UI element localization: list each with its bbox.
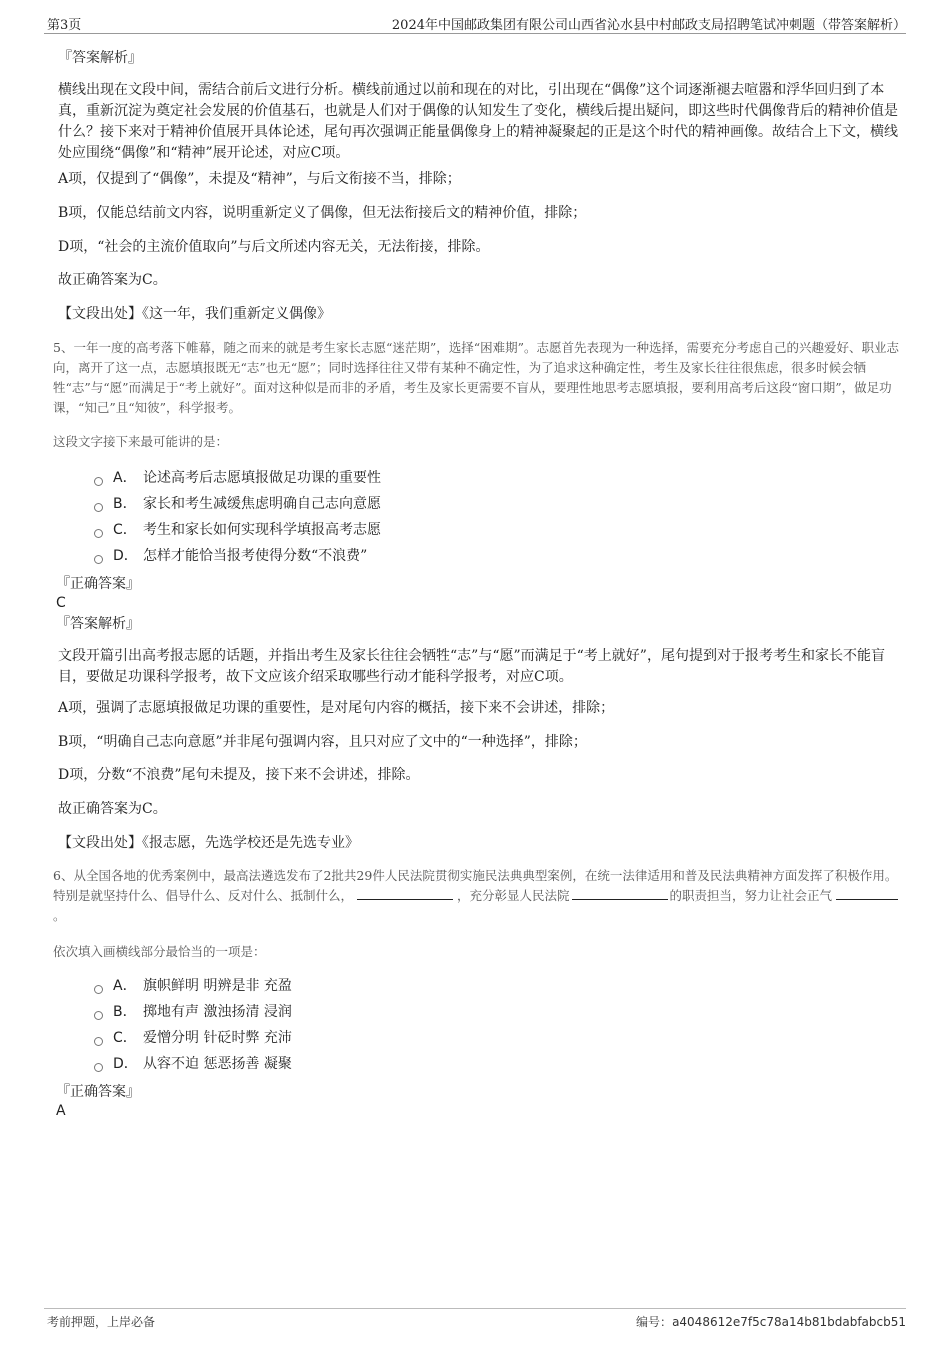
option-a[interactable] — [94, 468, 381, 488]
radio-icon[interactable] — [94, 1011, 103, 1020]
answer-value: A — [56, 1103, 66, 1119]
option-text: 掷地有声 激浊扬清 浸润 — [143, 1004, 292, 1020]
option-text: 考生和家长如何实现科学填报高考志愿 — [143, 522, 381, 538]
footer-slogan: 考前押题，上岸必备 — [47, 1315, 156, 1329]
option-text: 论述高考后志愿填报做足功课的重要性 — [143, 470, 381, 486]
code-label: 编号： — [636, 1315, 673, 1329]
analysis-point-b: B项，“明确自己志向意愿”并非尾句强调内容，且只对应了文中的“一种选择”，排除； — [58, 734, 587, 750]
answer-label: 『正确答案』 — [56, 1084, 140, 1100]
radio-icon[interactable] — [94, 555, 103, 564]
footer-divider — [44, 1308, 906, 1309]
fill-blank-2 — [572, 887, 668, 900]
option-letter: A． — [113, 470, 137, 486]
option-letter: C． — [113, 522, 137, 538]
radio-icon[interactable] — [94, 985, 103, 994]
document-code — [636, 1313, 906, 1330]
analysis-point-b: B项，仅能总结前文内容，说明重新定义了偶像，但无法衔接后文的精神价值，排除； — [58, 205, 587, 221]
document-title: 2024年中国邮政集团有限公司山西省沁水县中村邮政支局招聘笔试冲刺题（带答案解析） — [391, 18, 906, 33]
option-a[interactable] — [94, 976, 292, 996]
option-d[interactable] — [94, 1054, 292, 1074]
option-text: 爱憎分明 针砭时弊 充沛 — [143, 1030, 292, 1046]
analysis-text: 文段开篇引出高考报志愿的话题，并指出考生及家长往往会牺牲“志”与“愿”而满足于“考上就好”，尾句提到对于报考考生和家长不能盲目，要做足功课科学报考，故下文应该介绍采取哪些行动才能科学报考，对应C项。 — [58, 648, 885, 685]
analysis-label: 『答案解析』 — [56, 616, 140, 632]
analysis-conclusion: 故正确答案为C。 — [58, 801, 167, 817]
question-prompt: 依次填入画横线部分最恰当的一项是： — [53, 944, 266, 959]
analysis-point-a: A项，强调了志愿填报做足功课的重要性，是对尾句内容的概括，接下来不会讲述，排除； — [58, 700, 615, 716]
option-text: 旗帜鲜明 明辨是非 充盈 — [143, 978, 292, 994]
option-letter: B． — [113, 1004, 137, 1020]
analysis-point-d: D项，分数“不浪费”尾句未提及，接下来不会讲述，排除。 — [58, 767, 420, 783]
analysis-conclusion: 故正确答案为C。 — [58, 272, 167, 288]
stem-text: 的职责担当，努力让社会正气 — [669, 888, 833, 903]
analysis-text: 横线出现在文段中间，需结合前后文进行分析。横线前通过以前和现在的对比，引出现在“偶像”这个词逐渐褪去喧嚣和浮华回归到了本真，重新沉淀为奠定社会发展的价值基石，也就是人们对于偶像的认知发生了变化，横线后提出疑问，即这些时代偶像背后的精神价值是什么？接下来对于精神价值展开具体论述，尾句再次强调正能量偶像身上的精神凝聚起的正是这个时代的精神画像。故结合上下文，横线处应围绕“偶像”和“精神”展开论述，对应C项。 — [58, 82, 898, 161]
radio-icon[interactable] — [94, 1037, 103, 1046]
answer-value: C — [56, 595, 66, 611]
passage-source: 【文段出处】《报志愿，先选学校还是先选专业》 — [58, 835, 359, 851]
radio-icon[interactable] — [94, 477, 103, 486]
analysis-point-a: A项，仅提到了“偶像”，未提及“精神”，与后文衔接不当，排除； — [58, 171, 461, 187]
radio-icon[interactable] — [94, 529, 103, 538]
stem-text: ，充分彰显人民法院 — [457, 888, 570, 903]
option-letter: A． — [113, 978, 137, 994]
question-stem: 5、一年一度的高考落下帷幕，随之而来的就是考生家长志愿“迷茫期”，选择“困难期”。志愿首先表现为一种选择，需要充分考虑自己的兴趣爱好、职业志向，离开了这一点，志愿填报既无“志”也无“愿”；同时选择往往又带有某种不确定性，为了追求这种确定性，考生及家长往往很焦虑，很多时候会牺牲“志”与“愿”而满足于“考上就好”。面对这种似是而非的矛盾，考生及家长更需要不盲从，要理性地思考志愿填报，要利用高考后这段“窗口期”，做足功课，“知己”且“知彼”，科学报考。 — [53, 340, 900, 415]
option-letter: D． — [113, 1056, 138, 1072]
fill-blank-1 — [357, 887, 453, 900]
stem-text: 。 — [53, 908, 66, 923]
answer-label: 『正确答案』 — [56, 576, 140, 592]
analysis-point-d: D项，“社会的主流价值取向”与后文所述内容无关，无法衔接，排除。 — [58, 239, 490, 255]
radio-icon[interactable] — [94, 503, 103, 512]
header-divider — [44, 33, 906, 34]
option-b[interactable] — [94, 494, 381, 514]
option-b[interactable] — [94, 1002, 292, 1022]
passage-source: 【文段出处】《这一年，我们重新定义偶像》 — [58, 306, 331, 322]
option-text: 怎样才能恰当报考使得分数“不浪费” — [143, 548, 368, 564]
option-letter: D． — [113, 548, 138, 564]
page-number: 第3页 — [47, 18, 82, 33]
option-letter: C． — [113, 1030, 137, 1046]
question-prompt: 这段文字接下来最可能讲的是： — [53, 434, 229, 449]
option-text: 从容不迫 惩恶扬善 凝聚 — [143, 1056, 292, 1072]
option-c[interactable] — [94, 520, 381, 540]
stem-text: 6、从全国各地的优秀案例中，最高法遴选发布了2批共29件人民法院贯彻实施民法典典型案例，在统一法律适用和普及民法典精神方面发挥了积极作用。特别是就坚持什么、倡导什么、反对什么、抵制什么， — [53, 868, 898, 903]
option-letter: B． — [113, 496, 137, 512]
analysis-label: 『答案解析』 — [58, 50, 142, 66]
option-text: 家长和考生减缓焦虑明确自己志向意愿 — [143, 496, 381, 512]
question-stem — [53, 866, 903, 926]
code-value: a4048612e7f5c78a14b81bdabfabcb51 — [672, 1315, 906, 1329]
radio-icon[interactable] — [94, 1063, 103, 1072]
option-d[interactable] — [94, 546, 367, 566]
option-c[interactable] — [94, 1028, 292, 1048]
fill-blank-3 — [836, 887, 898, 900]
